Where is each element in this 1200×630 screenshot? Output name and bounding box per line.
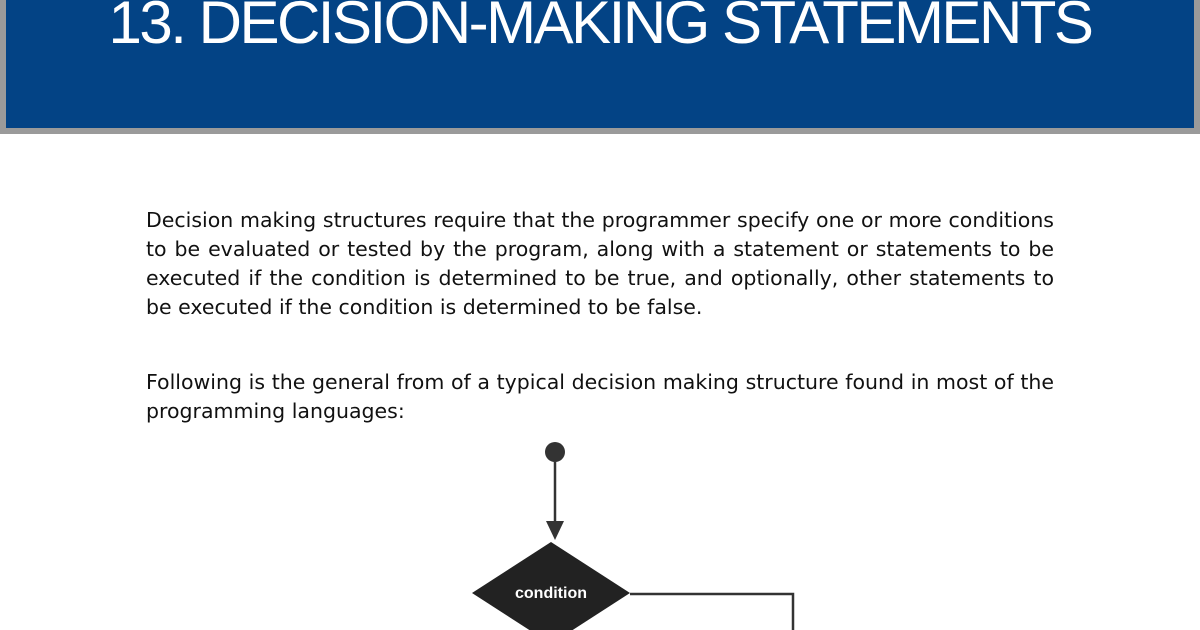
condition-label: condition	[515, 585, 587, 602]
structure-paragraph: Following is the general from of a typical decision making structure found in most of the programming languages:	[146, 370, 1054, 423]
false-branch-line	[630, 594, 793, 630]
flow-arrow-head	[546, 521, 564, 540]
start-node	[545, 442, 565, 462]
intro-paragraph: Decision making structures require that the programmer specify one or more conditions to be evaluated or tested by the program, along with a statement or statements to be executed if the condition is determined to be true, and optionally, other statements to be executed if the condition is determined to be false.	[146, 208, 1054, 319]
page-title: 13. DECISION-MAKING STATEMENTS	[108, 0, 1092, 56]
